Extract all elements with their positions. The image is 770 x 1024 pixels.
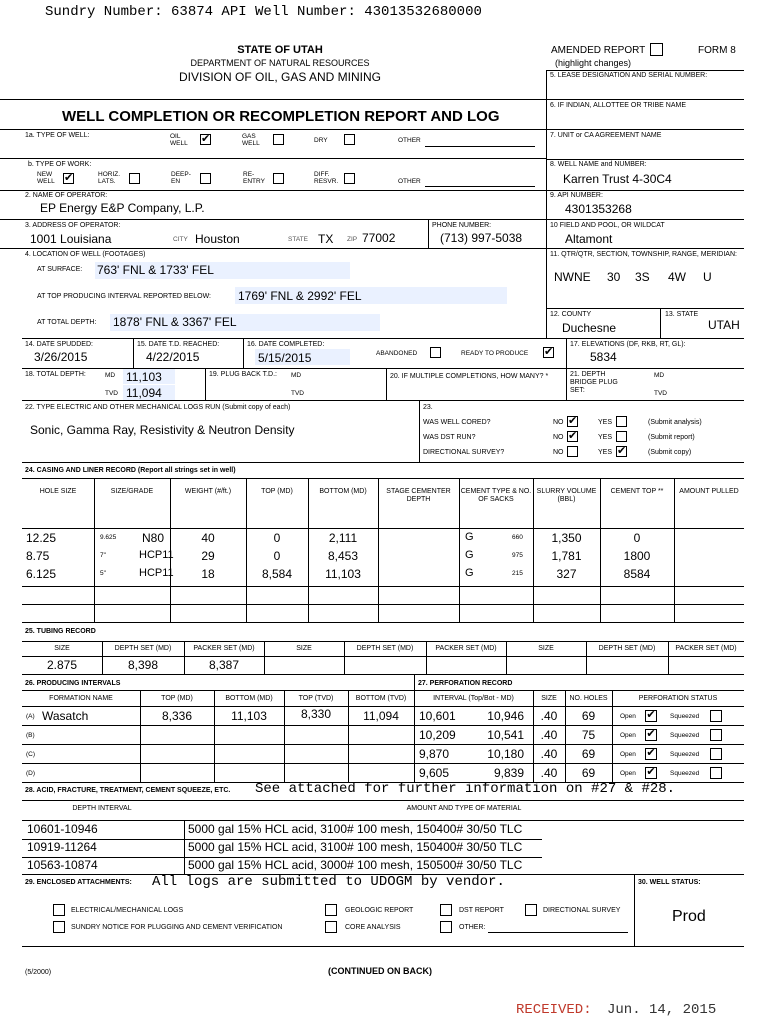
location-label: 4. LOCATION OF WELL (FOOTAGES) xyxy=(25,251,146,258)
casing-grade: N80 xyxy=(142,531,165,545)
range-value: 4W xyxy=(668,270,686,284)
highlight-note: (highlight changes) xyxy=(555,58,632,68)
reentry-checkbox[interactable] xyxy=(273,173,284,184)
casing-top: 0 xyxy=(273,549,281,563)
dst-submit-note: (Submit report) xyxy=(648,434,695,441)
acid-interval: 10601-10946 xyxy=(27,822,98,836)
perf-interval-top: 10,601 xyxy=(419,709,456,723)
casing-top: 8,584 xyxy=(261,567,293,581)
casing-weight: 29 xyxy=(201,549,215,563)
qtr-label: 11. QTR/QTR, SECTION, TOWNSHIP, RANGE, MERIDIAN: xyxy=(550,251,737,258)
city-label: CITY xyxy=(173,236,188,243)
other-work-label: OTHER xyxy=(398,178,421,185)
field-value: Altamont xyxy=(565,232,613,246)
total-depth-loc-label: AT TOTAL DEPTH: xyxy=(37,319,97,326)
casing-header: SLURRY VOLUME (BBL) xyxy=(536,488,597,503)
prod-row-divider xyxy=(22,744,744,745)
field-label: 10 FIELD AND POOL, OR WILDCAT xyxy=(550,222,665,229)
perf-open-label: Open xyxy=(620,751,636,758)
casing-slurry: 1,350 xyxy=(551,531,582,545)
prod-letter: (D) xyxy=(26,770,36,777)
att-other-checkbox[interactable] xyxy=(440,921,452,933)
perf-squeezed-checkbox[interactable] xyxy=(710,729,722,741)
tubing-header: DEPTH SET (MD) xyxy=(356,645,414,652)
elevations-value: 5834 xyxy=(590,350,617,364)
att-dst-checkbox[interactable] xyxy=(440,904,452,916)
dst-label: WAS DST RUN? xyxy=(423,434,476,441)
dir-no-label: NO xyxy=(553,449,564,456)
prod-header: TOP (TVD) xyxy=(298,695,334,702)
cored-label: WAS WELL CORED? xyxy=(423,419,491,426)
prod-header: BOTTOM (MD) xyxy=(225,695,273,702)
casing-grade: HCP11 xyxy=(139,567,174,579)
prod-letter: (C) xyxy=(26,751,36,758)
gas-well-label: GAS WELL xyxy=(242,133,260,147)
tubing-header: SIZE xyxy=(538,645,554,652)
casing-header: STAGE CEMENTER DEPTH xyxy=(386,488,451,503)
plug-back-label: 19. PLUG BACK T.D.: xyxy=(209,371,277,378)
dir-no-checkbox[interactable] xyxy=(567,446,578,457)
casing-cement-top: 0 xyxy=(633,531,641,545)
perforation-label: 27. PERFORATION RECORD xyxy=(418,680,513,687)
well-status-label: 30. WELL STATUS: xyxy=(638,879,701,886)
state-addr-label: STATE xyxy=(288,236,308,243)
casing-cement-type: G xyxy=(465,567,474,579)
casing-header: SIZE/GRADE xyxy=(110,488,154,495)
dry-checkbox[interactable] xyxy=(344,134,355,145)
perf-interval-bottom: 10,541 xyxy=(487,728,524,742)
dst-yes-checkbox[interactable] xyxy=(616,431,627,442)
att-geo-label: GEOLOGIC REPORT xyxy=(345,907,414,914)
elevations-label: 17. ELEVATIONS (DF, RKB, RT, GL): xyxy=(570,341,686,348)
department: DEPARTMENT OF NATURAL RESOURCES xyxy=(190,58,370,68)
prod-header: TOP (MD) xyxy=(161,695,193,702)
att-dir-checkbox[interactable] xyxy=(525,904,537,916)
perf-size: .40 xyxy=(540,747,558,761)
casing-header: TOP (MD) xyxy=(261,488,293,495)
type-of-work-label: b. TYPE OF WORK: xyxy=(28,161,92,168)
well-status-value: Prod xyxy=(672,908,706,925)
producing-label: 26. PRODUCING INTERVALS xyxy=(25,680,121,687)
state-addr-value: TX xyxy=(318,232,334,246)
attachments-note: All logs are submitted to UDOGM by vendor. xyxy=(152,874,505,890)
cored-yes-checkbox[interactable] xyxy=(616,416,627,427)
cored-submit-note: (Submit analysis) xyxy=(648,419,702,426)
td-reached-value: 4/22/2015 xyxy=(146,350,200,364)
perf-squeezed-checkbox[interactable] xyxy=(710,748,722,760)
oil-well-label: OIL WELL xyxy=(170,133,188,147)
abandoned-checkbox[interactable] xyxy=(430,347,441,358)
spudded-label: 14. DATE SPUDDED: xyxy=(25,341,93,348)
prod-col-divider xyxy=(348,690,349,782)
casing-size: 7" xyxy=(100,552,106,559)
diff-resvr-label: DIFF. RESVR. xyxy=(314,171,339,185)
perf-open-label: Open xyxy=(620,732,636,739)
perf-header: PERFORATION STATUS xyxy=(638,695,718,702)
prod-header: FORMATION NAME xyxy=(49,695,113,702)
perf-squeezed-label: Squeezed xyxy=(670,751,700,758)
att-dst-label: DST REPORT xyxy=(459,907,504,914)
td-md-label: MD xyxy=(105,372,116,379)
casing-slurry: 327 xyxy=(556,567,577,581)
pb-md-label: MD xyxy=(291,372,302,379)
acid-row-divider xyxy=(22,857,542,858)
prod-col-divider xyxy=(140,690,141,782)
phone-label: PHONE NUMBER: xyxy=(432,222,492,229)
gas-well-checkbox[interactable] xyxy=(273,134,284,145)
att-sundry-label: SUNDRY NOTICE FOR PLUGGING AND CEMENT VERIFICATION xyxy=(71,924,283,931)
total-depth-label: 18. TOTAL DEPTH: xyxy=(25,371,86,378)
unit-label: 7. UNIT or CA AGREEMENT NAME xyxy=(550,132,662,139)
meridian-value: U xyxy=(703,270,712,284)
casing-header: AMOUNT PULLED xyxy=(679,488,739,495)
item-23-label: 23. xyxy=(423,404,433,411)
operator-value: EP Energy E&P Company, L.P. xyxy=(40,201,205,215)
bridge-plug-label: 21. DEPTH BRIDGE PLUG SET: xyxy=(570,371,618,394)
at-surface-label: AT SURFACE: xyxy=(37,266,83,273)
att-geo-checkbox[interactable] xyxy=(325,904,337,916)
casing-slurry: 1,781 xyxy=(551,549,582,563)
cored-yes-label: YES xyxy=(598,419,613,426)
casing-hole-size: 8.75 xyxy=(26,549,50,563)
top-prod-label: AT TOP PRODUCING INTERVAL REPORTED BELOW: xyxy=(37,293,212,300)
casing-label: 24. CASING AND LINER RECORD (Report all strings set in well) xyxy=(25,467,236,474)
oil-well-checkbox[interactable]: ✔ xyxy=(201,133,211,145)
casing-row-divider xyxy=(22,604,744,605)
casing-sacks: 215 xyxy=(512,570,523,577)
perf-open-checkbox[interactable]: ✔ xyxy=(646,709,656,721)
dst-no-checkbox[interactable]: ✔ xyxy=(568,430,578,442)
completed-value: 5/15/2015 xyxy=(258,351,312,365)
casing-row-divider xyxy=(22,586,744,587)
depth-interval-header: DEPTH INTERVAL xyxy=(72,805,132,812)
att-other-label: OTHER: xyxy=(459,924,486,931)
completed-label: 16. DATE COMPLETED: xyxy=(247,341,325,348)
perf-holes: 69 xyxy=(581,747,596,761)
prod-row-divider xyxy=(22,763,744,764)
diff-resvr-checkbox[interactable] xyxy=(344,173,355,184)
horiz-checkbox[interactable] xyxy=(129,173,140,184)
qtr-value: NWNE xyxy=(554,270,591,284)
perf-interval-top: 10,209 xyxy=(419,728,456,742)
zip-label: ZIP xyxy=(347,236,358,243)
att-dir-label: DIRECTIONAL SURVEY xyxy=(543,907,621,914)
perf-size: .40 xyxy=(540,728,558,742)
casing-bottom: 2,111 xyxy=(328,531,358,545)
perf-col-divider xyxy=(612,690,613,782)
cored-no-checkbox[interactable]: ✔ xyxy=(568,415,578,427)
perf-holes: 69 xyxy=(581,709,596,723)
address-label: 3. ADDRESS OF OPERATOR: xyxy=(25,222,121,229)
amount-type-header: AMOUNT AND TYPE OF MATERIAL xyxy=(406,805,522,812)
horiz-label: HORIZ. LATS. xyxy=(98,171,121,185)
acid-note: See attached for further information on #27 & #28. xyxy=(255,781,676,797)
acid-row-divider xyxy=(22,839,542,840)
tubing-header: SIZE xyxy=(54,645,70,652)
att-core-label: CORE ANALYSIS xyxy=(345,924,401,931)
township-value: 3S xyxy=(635,270,650,284)
perf-open-checkbox[interactable]: ✔ xyxy=(646,728,656,740)
prod-top-md: 8,336 xyxy=(161,709,193,723)
phone-value: (713) 997-5038 xyxy=(440,231,523,245)
td-md-value: 11,103 xyxy=(126,370,162,384)
casing-cement-type: G xyxy=(465,549,474,561)
ready-checkbox[interactable]: ✔ xyxy=(544,346,554,358)
casing-weight: 40 xyxy=(201,531,215,545)
att-sundry-checkbox[interactable] xyxy=(53,921,65,933)
perf-header: INTERVAL (Top/Bot - MD) xyxy=(433,695,514,702)
dir-yes-label: YES xyxy=(598,449,613,456)
casing-cement-type: G xyxy=(465,531,474,543)
perf-squeezed-checkbox[interactable] xyxy=(710,710,722,722)
perf-squeezed-label: Squeezed xyxy=(670,770,700,777)
lease-label: 5. LEASE DESIGNATION AND SERIAL NUMBER: xyxy=(550,72,708,79)
acid-material: 5000 gal 15% HCL acid, 3100# 100 mesh, 150400# 30/50 TLC xyxy=(188,840,523,854)
ready-label: READY TO PRODUCE xyxy=(461,350,529,357)
casing-bottom: 8,453 xyxy=(327,549,359,563)
dir-yes-checkbox[interactable]: ✔ xyxy=(617,445,627,457)
amended-report-label: AMENDED REPORT xyxy=(551,45,646,56)
county-value: Duchesne xyxy=(562,321,617,335)
prod-header: BOTTOM (TVD) xyxy=(355,695,407,702)
operator-label: 2. NAME OF OPERATOR: xyxy=(25,192,108,199)
other-label: OTHER xyxy=(398,137,421,144)
casing-size: 9.625 xyxy=(100,534,117,541)
casing-header: HOLE SIZE xyxy=(39,488,77,495)
received-date: Jun. 14, 2015 xyxy=(607,1002,717,1018)
perf-holes: 75 xyxy=(581,728,596,742)
division: DIVISION OF OIL, GAS AND MINING xyxy=(178,70,382,84)
acid-material: 5000 gal 15% HCL acid, 3100# 100 mesh, 150400# 30/50 TLC xyxy=(188,822,523,836)
perf-open-checkbox[interactable]: ✔ xyxy=(646,747,656,759)
tubing-header: PACKER SET (MD) xyxy=(435,645,497,652)
att-elec-checkbox[interactable] xyxy=(53,904,65,916)
casing-weight: 18 xyxy=(201,567,215,581)
casing-bottom: 11,103 xyxy=(325,567,361,581)
attachments-label: 29. ENCLOSED ATTACHMENTS: xyxy=(25,879,132,886)
prod-letter: (B) xyxy=(26,732,35,739)
well-name-label: 8. WELL NAME and NUMBER: xyxy=(550,161,647,168)
form-number: FORM 8 xyxy=(698,45,736,56)
casing-header: CEMENT TOP ** xyxy=(610,488,664,495)
api-value: 4301353268 xyxy=(565,202,632,216)
td-reached-label: 15. DATE T.D. REACHED: xyxy=(137,341,220,348)
acid-material: 5000 gal 15% HCL acid, 3000# 100 mesh, 150500# 30/50 TLC xyxy=(188,858,523,872)
top-prod-value: 1769' FNL & 2992' FEL xyxy=(238,289,362,303)
casing-header: BOTTOM (MD) xyxy=(319,488,367,495)
acid-interval: 10919-11264 xyxy=(27,840,97,854)
prod-formation: Wasatch xyxy=(42,709,89,723)
att-core-checkbox[interactable] xyxy=(325,921,337,933)
state-value: UTAH xyxy=(708,318,740,332)
casing-cement-top: 8584 xyxy=(623,567,651,581)
zip-value: 77002 xyxy=(362,231,396,245)
casing-header: WEIGHT (#/ft.) xyxy=(184,488,232,495)
casing-sacks: 660 xyxy=(512,534,523,541)
dirsurvey-label: DIRECTIONAL SURVEY? xyxy=(423,449,505,456)
perf-header: SIZE xyxy=(541,695,557,702)
prod-row-divider xyxy=(22,725,744,726)
perf-open-label: Open xyxy=(620,770,636,777)
prod-bottom-tvd: 11,094 xyxy=(363,709,399,723)
casing-col-divider xyxy=(674,478,675,622)
casing-top: 0 xyxy=(273,531,281,545)
bp-tvd-label: TVD xyxy=(654,390,667,397)
perf-interval-bottom: 10,946 xyxy=(487,709,524,723)
perf-squeezed-label: Squeezed xyxy=(670,732,700,739)
deepen-checkbox[interactable] xyxy=(200,173,211,184)
prod-bottom-md: 11,103 xyxy=(231,709,267,723)
prod-col-divider xyxy=(214,690,215,782)
spudded-value: 3/26/2015 xyxy=(34,350,88,364)
tubing-depth-value: 8,398 xyxy=(127,658,159,672)
att-elec-label: ELECTRICAL/MECHANICAL LOGS xyxy=(71,907,184,914)
acid-interval: 10563-10874 xyxy=(27,858,98,872)
bp-md-label: MD xyxy=(654,372,665,379)
tubing-header: DEPTH SET (MD) xyxy=(114,645,172,652)
casing-hole-size: 12.25 xyxy=(26,531,57,545)
logs-value: Sonic, Gamma Ray, Resistivity & Neutron Density xyxy=(30,423,295,437)
state-label: 13. STATE xyxy=(665,311,699,318)
casing-header: CEMENT TYPE & NO. OF SACKS xyxy=(460,488,532,503)
td-tvd-value: 11,094 xyxy=(126,386,162,400)
perf-interval-top: 9,605 xyxy=(419,766,450,780)
dir-submit-note: (Submit copy) xyxy=(648,449,692,456)
state-title: STATE OF UTAH xyxy=(237,44,323,56)
multiple-completions-label: 20. IF MULTIPLE COMPLETIONS, HOW MANY? * xyxy=(390,373,549,380)
city-value: Houston xyxy=(195,232,240,246)
dst-no-label: NO xyxy=(553,434,564,441)
new-well-checkbox[interactable]: ✔ xyxy=(64,172,74,184)
tubing-packer-value: 8,387 xyxy=(208,658,240,672)
indian-label: 6. IF INDIAN, ALLOTTEE OR TRIBE NAME xyxy=(550,102,687,109)
tubing-header: PACKER SET (MD) xyxy=(675,645,737,652)
received-label: RECEIVED: xyxy=(516,1002,592,1018)
prod-letter: (A) xyxy=(26,713,35,720)
abandoned-label: ABANDONED xyxy=(376,350,418,357)
dst-yes-label: YES xyxy=(598,434,613,441)
td-tvd-label: TVD xyxy=(105,390,118,397)
tubing-size-value: 2.875 xyxy=(46,658,78,672)
tubing-label: 25. TUBING RECORD xyxy=(25,628,96,635)
well-name-value: Karren Trust 4-30C4 xyxy=(563,172,672,186)
casing-cement-top: 1800 xyxy=(623,549,651,563)
perf-interval-bottom: 9,839 xyxy=(493,766,524,780)
dry-label: DRY xyxy=(314,137,328,144)
pb-tvd-label: TVD xyxy=(291,390,304,397)
perf-open-label: Open xyxy=(620,713,636,720)
reentry-label: RE-ENTRY xyxy=(243,171,265,185)
amended-report-checkbox[interactable] xyxy=(650,43,663,56)
perf-open-checkbox[interactable]: ✔ xyxy=(646,766,656,778)
casing-col-divider xyxy=(94,478,95,622)
tubing-header: SIZE xyxy=(296,645,312,652)
at-surface-value: 763' FNL & 1733' FEL xyxy=(97,263,214,277)
casing-hole-size: 6.125 xyxy=(26,567,57,581)
continued-note: (CONTINUED ON BACK) xyxy=(328,966,432,976)
cored-no-label: NO xyxy=(553,419,564,426)
casing-grade: HCP11 xyxy=(139,549,174,561)
tubing-header: DEPTH SET (MD) xyxy=(598,645,656,652)
county-label: 12. COUNTY xyxy=(550,311,592,318)
logs-label: 22. TYPE ELECTRIC AND OTHER MECHANICAL LOGS RUN (Submit copy of each) xyxy=(25,404,291,411)
perf-size: .40 xyxy=(540,709,558,723)
perf-interval-top: 9,870 xyxy=(419,747,450,761)
revision-date: (5/2000) xyxy=(25,969,52,976)
perf-header: NO. HOLES xyxy=(569,695,608,702)
type-of-well-label: 1a. TYPE OF WELL: xyxy=(25,132,90,139)
perf-holes: 69 xyxy=(581,766,596,780)
casing-sacks: 975 xyxy=(512,552,523,559)
new-well-label: NEW WELL xyxy=(37,171,55,185)
section-value: 30 xyxy=(607,270,621,284)
prod-col-divider xyxy=(284,690,285,782)
address-value: 1001 Louisiana xyxy=(30,232,112,246)
total-depth-loc-value: 1878' FNL & 3367' FEL xyxy=(113,315,237,329)
prod-top-tvd: 8,330 xyxy=(300,707,332,721)
perf-squeezed-label: Squeezed xyxy=(670,713,700,720)
acid-label: 28. ACID, FRACTURE, TREATMENT, CEMENT SQUEEZE, ETC. xyxy=(25,787,231,794)
report-title: WELL COMPLETION OR RECOMPLETION REPORT AND LOG xyxy=(62,108,500,125)
casing-size: 5" xyxy=(100,570,106,577)
perf-interval-bottom: 10,180 xyxy=(487,747,524,761)
perf-squeezed-checkbox[interactable] xyxy=(710,767,722,779)
deepen-label: DEEP-EN xyxy=(171,171,191,185)
api-label: 9. API NUMBER: xyxy=(550,192,603,199)
tubing-header: PACKER SET (MD) xyxy=(193,645,255,652)
sundry-header: Sundry Number: 63874 API Well Number: 43013532680000 xyxy=(45,4,482,20)
perf-size: .40 xyxy=(540,766,558,780)
